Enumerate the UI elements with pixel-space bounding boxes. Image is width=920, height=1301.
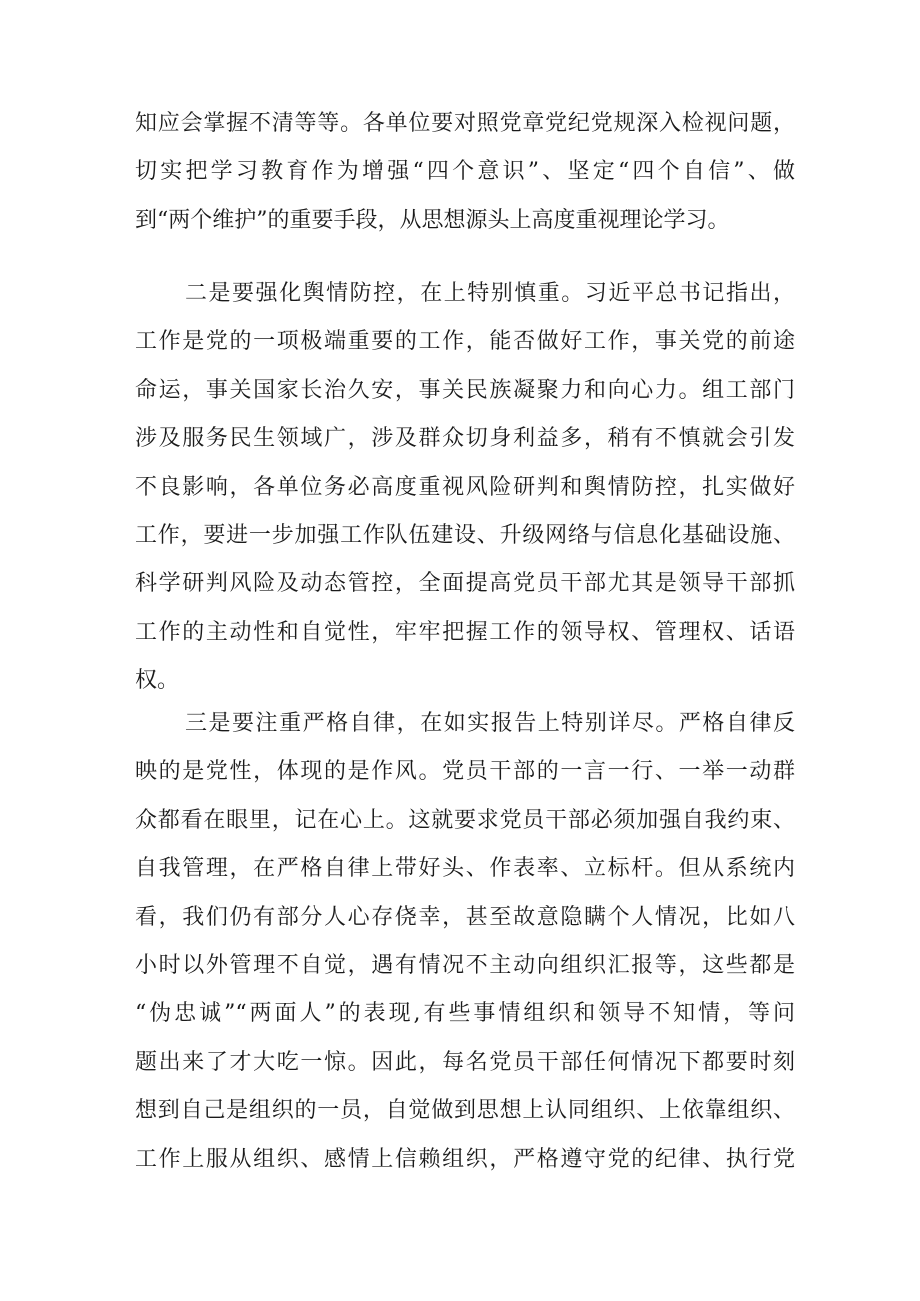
text-line: 知应会掌握不清等等。各单位要对照党章党纪党规深入检视问题， bbox=[135, 111, 795, 136]
text-line: 不良影响，各单位务必高度重视风险研判和舆情防控，扎实做好 bbox=[135, 474, 795, 500]
paragraph-continued bbox=[135, 100, 795, 245]
text-line: 想到自己是组织的一员，自觉做到思想上认同组织、上依靠组织、 bbox=[135, 1098, 795, 1124]
text-line: 自我管理，在严格自律上带好头、作表率、立标杆。但从系统内 bbox=[135, 856, 795, 882]
text-line: 工作是党的一项极端重要的工作，能否做好工作，事关党的前途 bbox=[135, 329, 795, 355]
text-line: 工作的主动性和自觉性，牢牢把握工作的领导权、管理权、话语 bbox=[135, 619, 795, 645]
text-line: 工作，要进一步加强工作队伍建设、升级网络与信息化基础设施、 bbox=[135, 522, 795, 548]
text-line: 小时以外管理不自觉，遇有情况不主动向组织汇报等，这些都是 bbox=[135, 952, 795, 978]
text-line: 看，我们仍有部分人心存侥幸，甚至故意隐瞒个人情况，比如八 bbox=[135, 904, 795, 930]
paragraph-self-discipline bbox=[135, 700, 795, 1184]
text-line: 众都看在眼里，记在心上。这就要求党员干部必须加强自我约束、 bbox=[135, 807, 795, 833]
text-line: 权。 bbox=[135, 668, 180, 694]
text-line: 命运，事关国家长治久安，事关民族凝聚力和向心力。组工部门 bbox=[135, 377, 795, 403]
text-line: 科学研判风险及动态管控，全面提高党员干部尤其是领导干部抓 bbox=[135, 571, 795, 597]
text-line: 涉及服务民生领域广，涉及群众切身利益多，稍有不慎就会引发 bbox=[135, 426, 795, 452]
text-line: 到“两个维护”的重要手段，从思想源头上高度重视理论学习。 bbox=[135, 207, 730, 233]
text-line: 切实把学习教育作为增强“四个意识”、坚定“四个自信”、做 bbox=[135, 159, 795, 185]
paragraph-public-opinion bbox=[135, 270, 795, 706]
text-line: 题出来了才大吃一惊。因此，每名党员干部任何情况下都要时刻 bbox=[135, 1049, 795, 1075]
text-line: 三是要注重严格自律，在如实报告上特别详尽。严格自律反 bbox=[185, 711, 795, 736]
text-line: 二是要强化舆情防控，在上特别慎重。习近平总书记指出， bbox=[185, 281, 795, 306]
text-line: 映的是党性，体现的是作风。党员干部的一言一行、一举一动群 bbox=[135, 759, 795, 785]
text-line: 工作上服从组织、感情上信赖组织，严格遵守党的纪律、执行党 bbox=[135, 1146, 795, 1172]
text-line: “伪忠诚”“两面人”的表现,有些事情组织和领导不知情，等问 bbox=[135, 1001, 795, 1027]
